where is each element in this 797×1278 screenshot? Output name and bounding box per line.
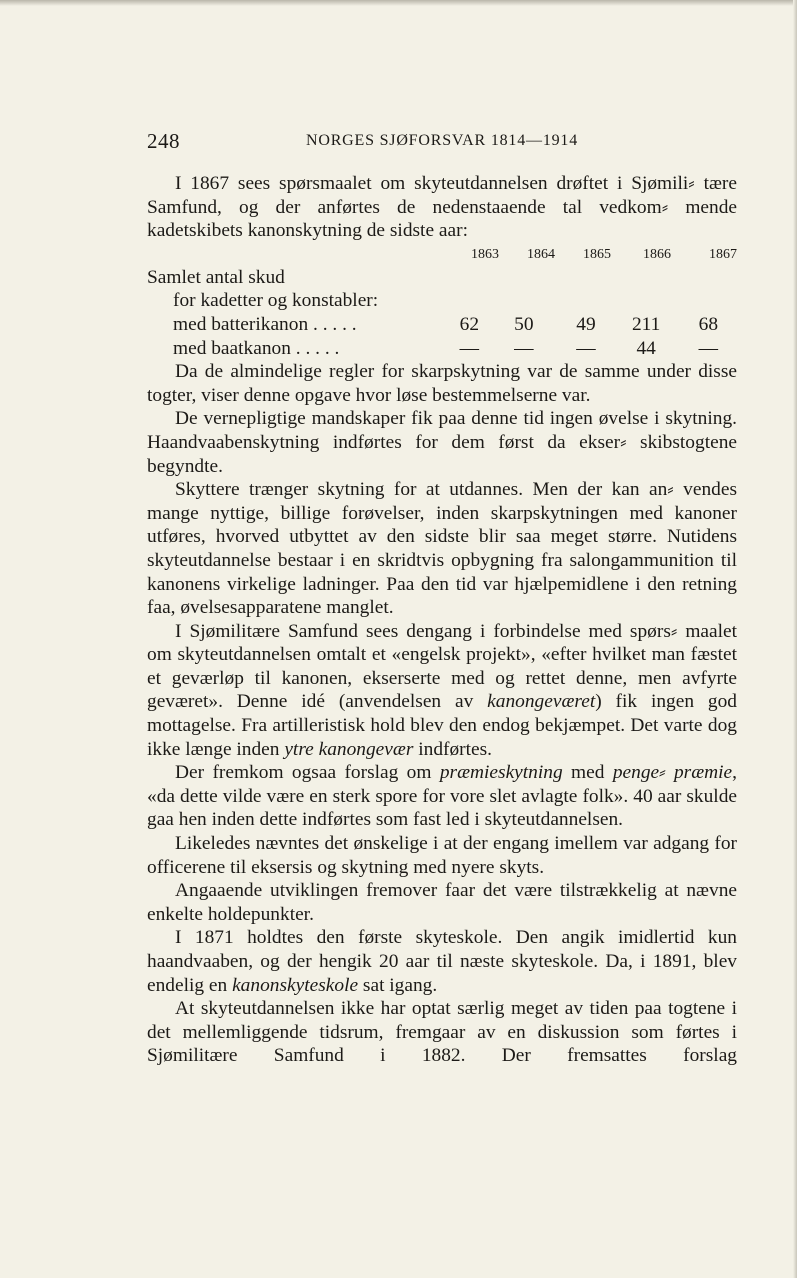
row-label: med batterikanon . . . . . (173, 313, 357, 335)
year-1865: 1865 (583, 246, 611, 262)
table-cell: — (514, 337, 534, 359)
table-row-batterikanon (147, 313, 737, 337)
paragraph-4 (147, 620, 737, 762)
intro-line-2: tære Samfund, og der anførtes de nedenstaaende tal vedkom⸗ (147, 173, 737, 218)
paragraph-7: Angaaende utviklingen fremover faar det være tilstrækkelig at nævne enkelte holdepunkter. (147, 880, 737, 925)
year-1863: 1863 (471, 246, 499, 262)
table-caption-1: Samlet antal skud (147, 266, 285, 288)
table-row-baatkanon (147, 337, 737, 361)
year-1867: 1867 (709, 246, 737, 262)
page-header (147, 129, 737, 159)
table-cell: 211 (631, 313, 661, 335)
table-cell: — (698, 337, 719, 359)
table-cell: 50 (514, 313, 534, 335)
running-title: NORGES SJØFORSVAR 1814—1914 (305, 132, 579, 149)
text-run: I 1871 holdtes den første skyteskole. Den angik imidlertid kun haandvaaben, og der hengik 20 aar til næste skyteskole. Da, i 1891, blev endelig en (147, 927, 737, 996)
italic-term: ytre kanongevær (284, 738, 414, 760)
paragraph-9: At skyteutdannelsen ikke har optat særlig meget av tiden paa togtene i det mellemliggende tidsrum, fremgaar av en diskussion som førtes i Sjømilitære Samfund i 1882. Der fremsattes forslag (147, 998, 737, 1067)
paragraph-2: De vernepligtige mandskaper fik paa denne tid ingen øvelse i skytning. Haandvaabenskytning indførtes for dem først da ekser⸗ skibstogtene begyndte. (147, 408, 737, 477)
text-run: indførtes. (413, 738, 493, 760)
intro-paragraph (147, 172, 737, 243)
paragraph-1: Da de almindelige regler for skarpskytning var de samme under disse togter, viser denne opgave hvor løse bestemmelserne var. (147, 361, 737, 406)
body-text (147, 172, 737, 1068)
intro-line-3: mende kadetskibets kanonskytning de sidste aar: (147, 196, 737, 242)
table-cell: 62 (459, 313, 480, 335)
italic-term: præmieskytning (439, 762, 563, 784)
table-cell: 68 (698, 313, 719, 335)
text-run: ) fik ingen god mottagelse. Fra artilleristisk hold blev den endog bekjæmpet. Det varte dog ikke længe inden (147, 691, 737, 760)
table-cell: 44 (636, 337, 656, 359)
table-cell: — (459, 337, 480, 359)
paragraph-6: Likeledes nævntes det ønskelige i at der engang imellem var adgang for officerene til eksersis og skytning med nyere skyts. (147, 833, 737, 878)
table-year-header (147, 243, 737, 266)
page-right-edge (793, 0, 797, 1278)
table-caption-2: for kadetter og konstabler: (173, 290, 379, 312)
text-run: , «da dette vilde være en sterk spore for vore slet avlagte folk». 40 aar skulde gaa hen inden dette indførtes som fast led i skyteutdannelsen. (147, 762, 738, 831)
text-run: I Sjømilitære Samfund sees dengang i forbindelse med spørs⸗ maalet om skyteutdannelsen omtalt et «engelsk projekt», «efter hvilket man fæstet et geværløp til kanonen, ekserserte med og rettet denne, men avfyrte geværet». Denne idé (anvendelsen av (147, 620, 737, 713)
italic-term: kanonskyteskole (232, 974, 359, 996)
table-cell: 49 (576, 313, 596, 335)
italic-term: penge⸗ præmie (612, 762, 733, 784)
paragraph-3: Skyttere trænger skytning for at utdannes. Men der kan an⸗ vendes mange nyttige, billige forøvelser, inden skarpskytningen med kanoner utføres, hvorved utbyttet av den sidste blir saa meget større. Nutidens skyteutdannelse bestaar i en skridtvis opbygning fra salongammunition til kanonens virkelige ladninger. Paa den tid var hjælpemidlene i den retning faa, øvelsesapparatene manglet. (147, 479, 737, 619)
text-run: Der fremkom ogsaa forslag om (175, 762, 440, 784)
year-1864: 1864 (527, 246, 555, 262)
paragraph-8 (147, 926, 737, 997)
page-top-edge (0, 0, 797, 6)
row-label: med baatkanon . . . . . (173, 337, 340, 359)
page-number: 248 (147, 129, 180, 153)
text-run: med (562, 762, 613, 784)
year-1866: 1866 (643, 246, 671, 262)
text-run: sat igang. (358, 974, 438, 996)
intro-line-1: I 1867 sees spørsmaalet om skyteutdannelsen drøftet i Sjømili⸗ (175, 173, 695, 194)
paragraph-5 (147, 761, 737, 832)
italic-term: kanongeværet (487, 691, 596, 713)
table-cell: — (576, 337, 596, 359)
